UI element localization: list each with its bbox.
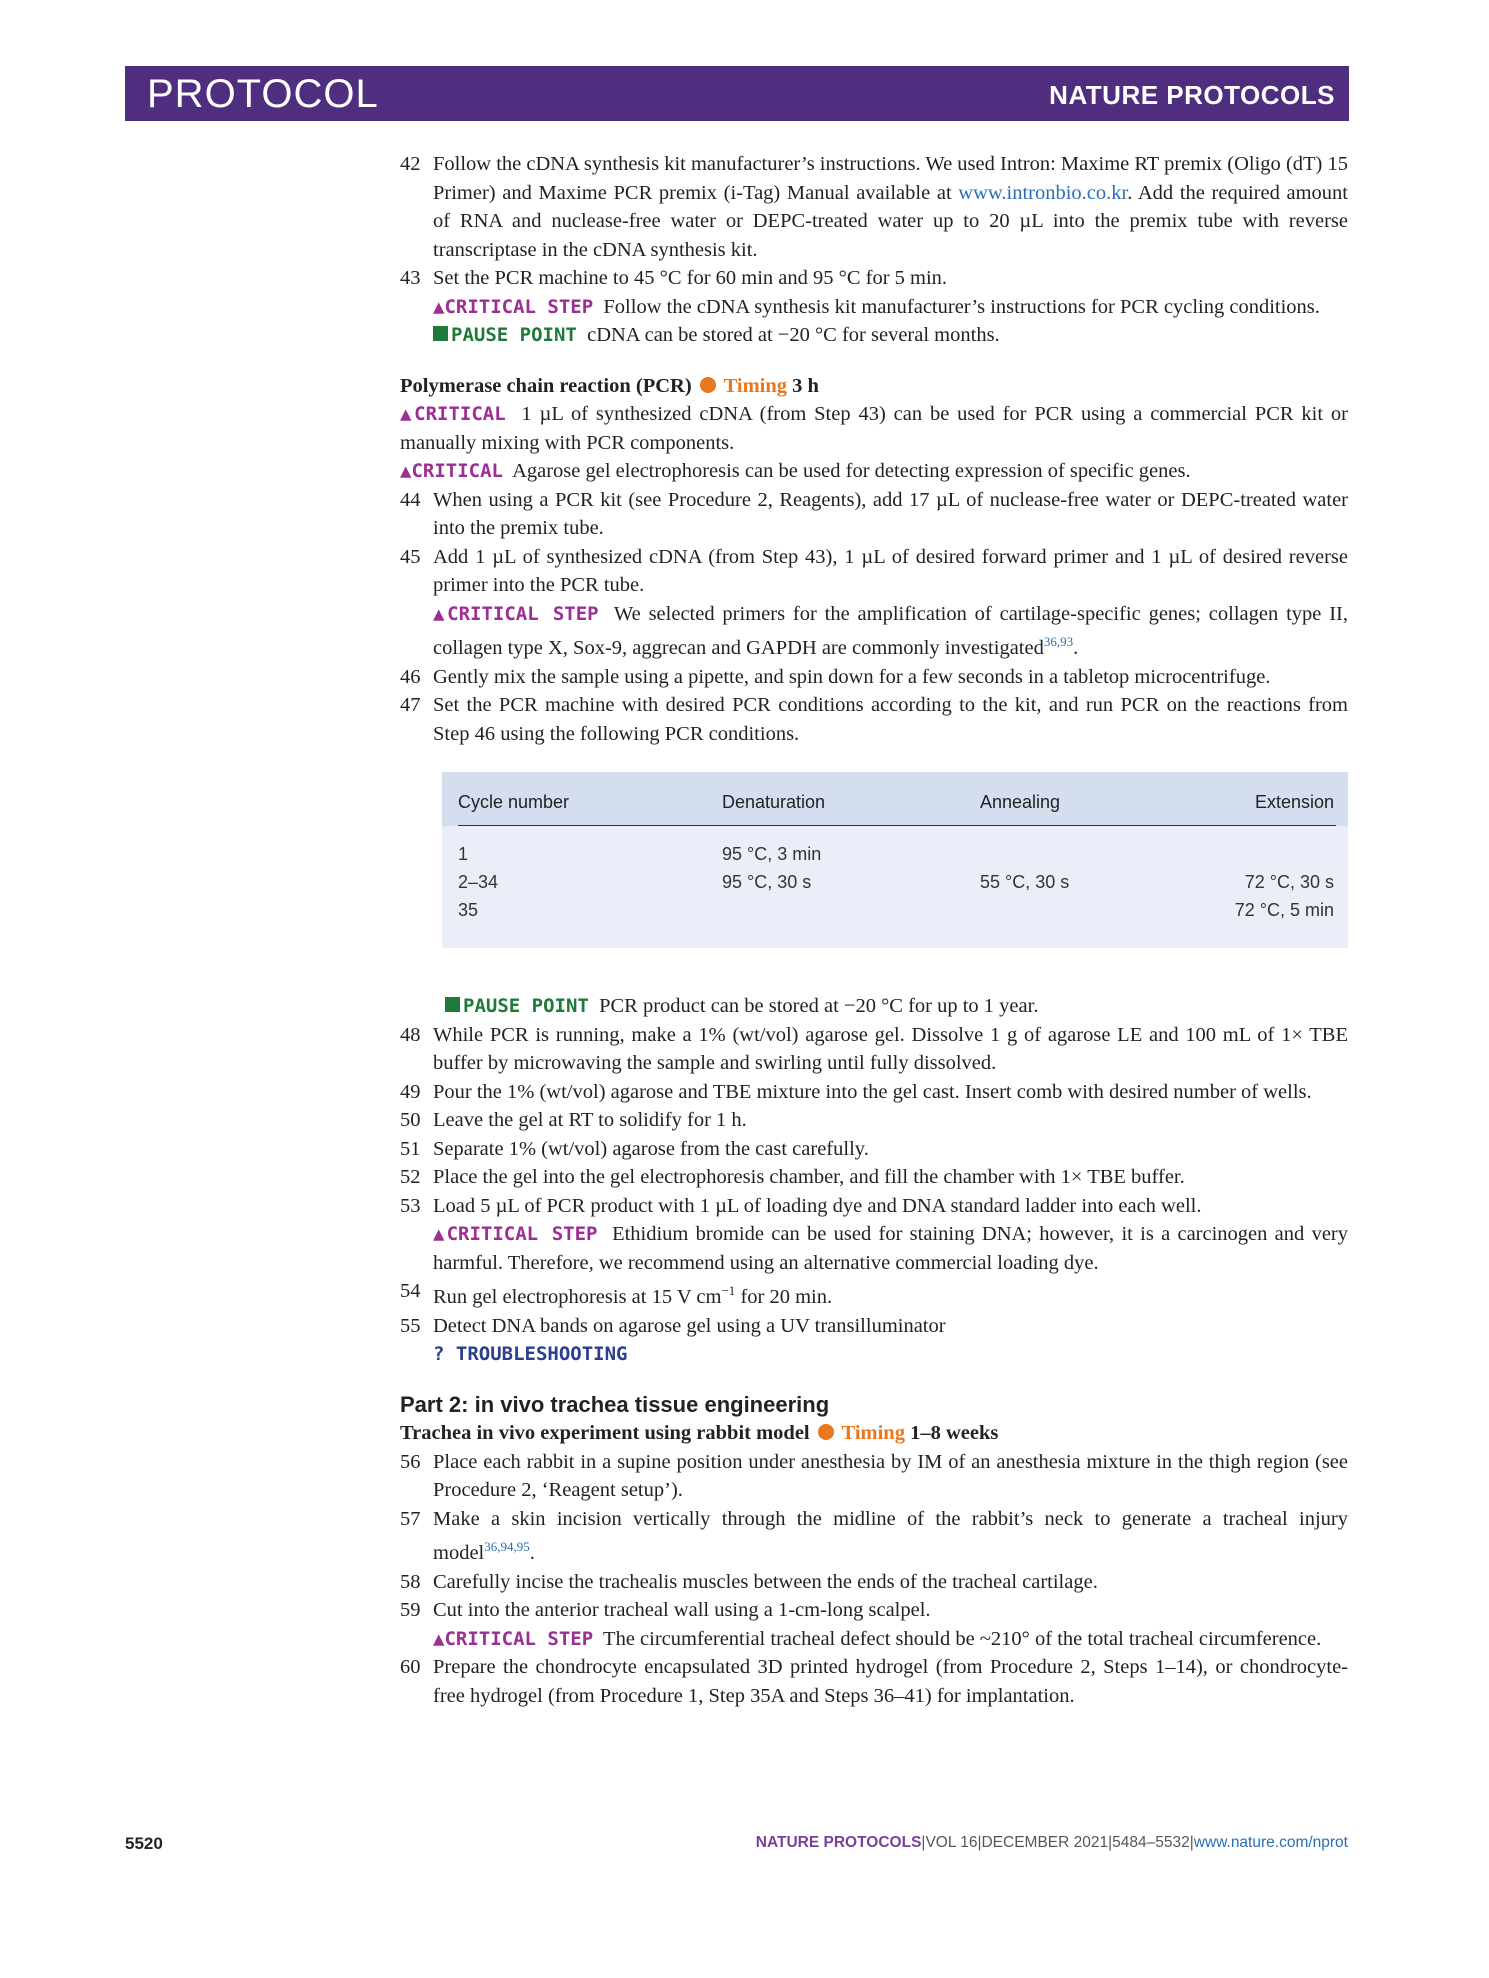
step-50 (400, 1106, 1348, 1135)
step-number: 50 (400, 1109, 421, 1131)
critical-step-text: The circumferential tracheal defect should be ~210° of the total tracheal circumference. (603, 1627, 1322, 1650)
table-cell: 1 (458, 844, 469, 864)
step-text: . Add the required amount of RNA and nuclease-free water or DEPC-treated water up to 20 µL into the premix tube with reverse transcriptase in the cDNA synthesis kit. (433, 181, 1348, 261)
critical-step-text: Follow the cDNA synthesis kit manufacturer’s instructions for PCR cycling conditions. (603, 295, 1320, 318)
step-text: When using a PCR kit (see Procedure 2, Reagents), add 17 µL of nuclease-free water or DEPC-treated water into the premix tube. (433, 488, 1348, 539)
step-text: While PCR is running, make a 1% (wt/vol) agarose gel. Dissolve 1 g of agarose LE and 100 mL of 1× TBE buffer by microwaving the sample and swirling until fully dissolved. (433, 1023, 1348, 1074)
col-header-denaturation: Denaturation (722, 792, 826, 812)
pause-square-icon (433, 326, 448, 341)
step-number: 58 (400, 1570, 421, 1593)
step-number: 53 (400, 1194, 421, 1217)
table-row (442, 896, 1348, 924)
critical-label: ▲CRITICAL (400, 460, 503, 482)
step-56 (400, 1448, 1348, 1505)
table-cell: 35 (458, 900, 479, 920)
step-46 (400, 663, 1348, 692)
step-text: Gently mix the sample using a pipette, and spin down for a few seconds in a tabletop microcentrifuge. (433, 665, 1271, 688)
table-row (442, 868, 1348, 896)
step-text: for 20 min. (735, 1286, 833, 1308)
pause-point-text: PCR product can be stored at −20 °C for up to 1 year. (599, 995, 1039, 1017)
pause-point-text: cDNA can be stored at −20 °C for several months. (587, 324, 1000, 346)
step-text: Set the PCR machine with desired PCR conditions according to the kit, and run PCR on the reactions from Step 46 using the following PCR conditions. (433, 694, 1348, 745)
journal-label: NATURE PROTOCOLS (1049, 80, 1335, 110)
col-header-extension: Extension (1254, 792, 1334, 812)
timing-value: 3 h (792, 374, 819, 397)
trachea-section-heading (400, 1419, 1348, 1448)
critical-text: Agarose gel electrophoresis can be used for detecting expression of specific genes. (512, 460, 1191, 482)
table-header (442, 772, 1348, 826)
footer-separator: | (977, 1834, 982, 1851)
step-57 (400, 1505, 1348, 1568)
footer-date: DECEMBER 2021 (981, 1834, 1109, 1851)
pause-point-43 (400, 321, 1348, 350)
step-number: 56 (400, 1450, 421, 1473)
step-number: 48 (400, 1023, 421, 1046)
step-44 (400, 486, 1348, 543)
timing-label: Timing (723, 374, 787, 397)
critical-label: ▲CRITICAL (400, 403, 506, 425)
footer-citation (756, 1834, 1348, 1852)
critical-step-label: ▲CRITICAL STEP (433, 1627, 594, 1650)
trachea-section-title: Trachea in vivo experiment using rabbit model (400, 1422, 810, 1444)
page-number: 5520 (125, 1834, 163, 1853)
step-59 (400, 1596, 1348, 1625)
step-text: Leave the gel at RT to solidify for 1 h. (433, 1109, 747, 1131)
footer-url[interactable]: www.nature.com/nprot (1193, 1834, 1348, 1851)
table-row (442, 840, 1348, 868)
unit-superscript: −1 (721, 1283, 736, 1298)
footer-separator: | (1189, 1834, 1194, 1851)
table-cell: 95 °C, 30 s (722, 872, 812, 892)
step-number: 49 (400, 1080, 421, 1103)
step-text: Place each rabbit in a supine position under anesthesia by IM of an anesthesia mixture in the thigh region (see Procedure 2, ‘Reagent setup’). (433, 1450, 1348, 1501)
critical-step-label: ▲CRITICAL STEP (433, 602, 599, 625)
step-54 (400, 1277, 1348, 1312)
section-label: PROTOCOL (147, 72, 379, 116)
timing-dot-icon (818, 1424, 834, 1440)
timing-label: Timing (841, 1422, 905, 1444)
footer-journal: NATURE PROTOCOLS (755, 1834, 922, 1851)
pause-square-icon (445, 997, 460, 1012)
reference-superscript[interactable]: 36,94,95 (484, 1539, 530, 1554)
critical-step-53 (400, 1220, 1348, 1277)
intronbio-link[interactable]: www.intronbio.co.kr (958, 181, 1128, 204)
pcr-section-heading (400, 372, 1348, 401)
step-58 (400, 1568, 1348, 1597)
table-cell: 95 °C, 3 min (722, 844, 822, 864)
critical-step-59 (400, 1625, 1348, 1654)
critical-step-label: ▲CRITICAL STEP (433, 1223, 598, 1245)
step-text: Add 1 µL of synthesized cDNA (from Step 43), 1 µL of desired forward primer and 1 µL of desired reverse primer into the PCR tube. (433, 545, 1348, 596)
footer-issue: VOL 16 (925, 1834, 978, 1851)
step-number: 51 (400, 1137, 421, 1160)
footer-separator: | (921, 1834, 926, 1851)
footer-pages: 5484–5532 (1112, 1834, 1190, 1851)
step-42 (400, 150, 1348, 264)
table-cell: 72 °C, 5 min (1234, 900, 1334, 920)
step-48 (400, 1021, 1348, 1078)
step-text: Make a skin incision vertically through the midline of the rabbit’s neck to generate a tracheal injury model (433, 1507, 1348, 1564)
step-text: Prepare the chondrocyte encapsulated 3D printed hydrogel (from Procedure 2, Steps 1–14), or chondrocyte-free hydrogel (from Procedure 1, Step 35A and Steps 36–41) for implantation. (433, 1656, 1348, 1707)
step-text: Load 5 µL of PCR product with 1 µL of loading dye and DNA standard ladder into each well. (433, 1194, 1202, 1217)
step-number: 54 (400, 1280, 421, 1302)
col-header-cycle: Cycle number (458, 792, 570, 812)
critical-step-text: Ethidium bromide can be used for staining DNA; however, it is a carcinogen and very harmful. Therefore, we recommend using an alternative commercial loading dye. (433, 1223, 1348, 1274)
step-text: Follow the cDNA synthesis kit manufacturer’s instructions. We used Intron: Maxime RT premix (Oligo (dT) 15 Primer) and Maxime PCR premix (i-Tag) Manual available at (433, 153, 1348, 204)
step-number: 60 (400, 1656, 421, 1678)
step-text: Cut into the anterior tracheal wall using a 1-cm-long scalpel. (433, 1599, 931, 1621)
critical-step-43 (400, 293, 1348, 322)
step-text: Run gel electrophoresis at 15 V cm (433, 1286, 722, 1308)
critical-note-1 (400, 400, 1348, 457)
critical-text: 1 µL of synthesized cDNA (from Step 43) can be used for PCR using a commercial PCR kit or manually mixing with PCR components. (400, 403, 1349, 454)
step-45 (400, 543, 1348, 600)
step-number: 43 (400, 267, 421, 289)
step-text: Place the gel into the gel electrophoresis chamber, and fill the chamber with 1× TBE buffer. (433, 1166, 1185, 1188)
step-text: Separate 1% (wt/vol) agarose from the cast carefully. (433, 1137, 869, 1160)
step-number: 59 (400, 1599, 421, 1621)
step-49 (400, 1078, 1348, 1107)
step-number: 45 (400, 545, 421, 568)
step-52 (400, 1163, 1348, 1192)
troubleshooting-link (400, 1340, 1348, 1369)
pause-point-label: PAUSE POINT (451, 324, 577, 346)
timing-dot-icon (700, 377, 716, 393)
table-cell: 72 °C, 30 s (1244, 872, 1334, 892)
step-text: Set the PCR machine to 45 °C for 60 min and 95 °C for 5 min. (433, 267, 948, 289)
step-text: Detect DNA bands on agarose gel using a UV transilluminator (433, 1314, 946, 1337)
step-47 (400, 691, 1348, 748)
main-content (400, 150, 1348, 1710)
reference-superscript[interactable]: 36,93 (1043, 634, 1074, 649)
step-number: 57 (400, 1507, 421, 1530)
step-number: 52 (400, 1166, 421, 1188)
pause-point-47 (400, 992, 1348, 1021)
critical-step-label: ▲CRITICAL STEP (433, 295, 594, 318)
step-60 (400, 1653, 1348, 1710)
table-cell: 55 °C, 30 s (980, 872, 1070, 892)
punctuation: . (1073, 637, 1079, 659)
table-cell: 2–34 (458, 872, 499, 892)
table-body (442, 826, 1348, 948)
header-bar (125, 66, 1349, 121)
part2-heading: Part 2: in vivo trachea tissue engineering (400, 1391, 830, 1417)
step-text: Pour the 1% (wt/vol) agarose and TBE mixture into the gel cast. Insert comb with desired number of wells. (433, 1080, 1312, 1103)
step-number: 46 (400, 665, 421, 688)
step-text: Carefully incise the trachealis muscles between the ends of the tracheal cartilage. (433, 1570, 1098, 1593)
step-43 (400, 264, 1348, 293)
step-53 (400, 1192, 1348, 1221)
col-header-annealing: Annealing (980, 792, 1061, 812)
step-number: 42 (400, 153, 421, 175)
step-number: 47 (400, 694, 421, 716)
pcr-conditions-table (442, 772, 1348, 948)
footer-separator: | (1108, 1834, 1113, 1851)
troubleshooting-label[interactable]: ? TROUBLESHOOTING (433, 1343, 628, 1365)
critical-note-2 (400, 457, 1348, 486)
critical-step-45 (400, 600, 1348, 663)
step-51 (400, 1135, 1348, 1164)
step-55 (400, 1312, 1348, 1341)
timing-value: 1–8 weeks (910, 1422, 999, 1444)
pcr-section-title: Polymerase chain reaction (PCR) (400, 374, 692, 397)
critical-step-text: We selected primers for the amplification of cartilage-specific genes; collagen type II, collagen type X, Sox-9, aggrecan and GAPDH are commonly investigated (433, 602, 1348, 659)
punctuation: . (529, 1542, 535, 1564)
pause-point-label: PAUSE POINT (463, 995, 589, 1017)
step-number: 44 (400, 488, 421, 511)
step-number: 55 (400, 1314, 421, 1337)
